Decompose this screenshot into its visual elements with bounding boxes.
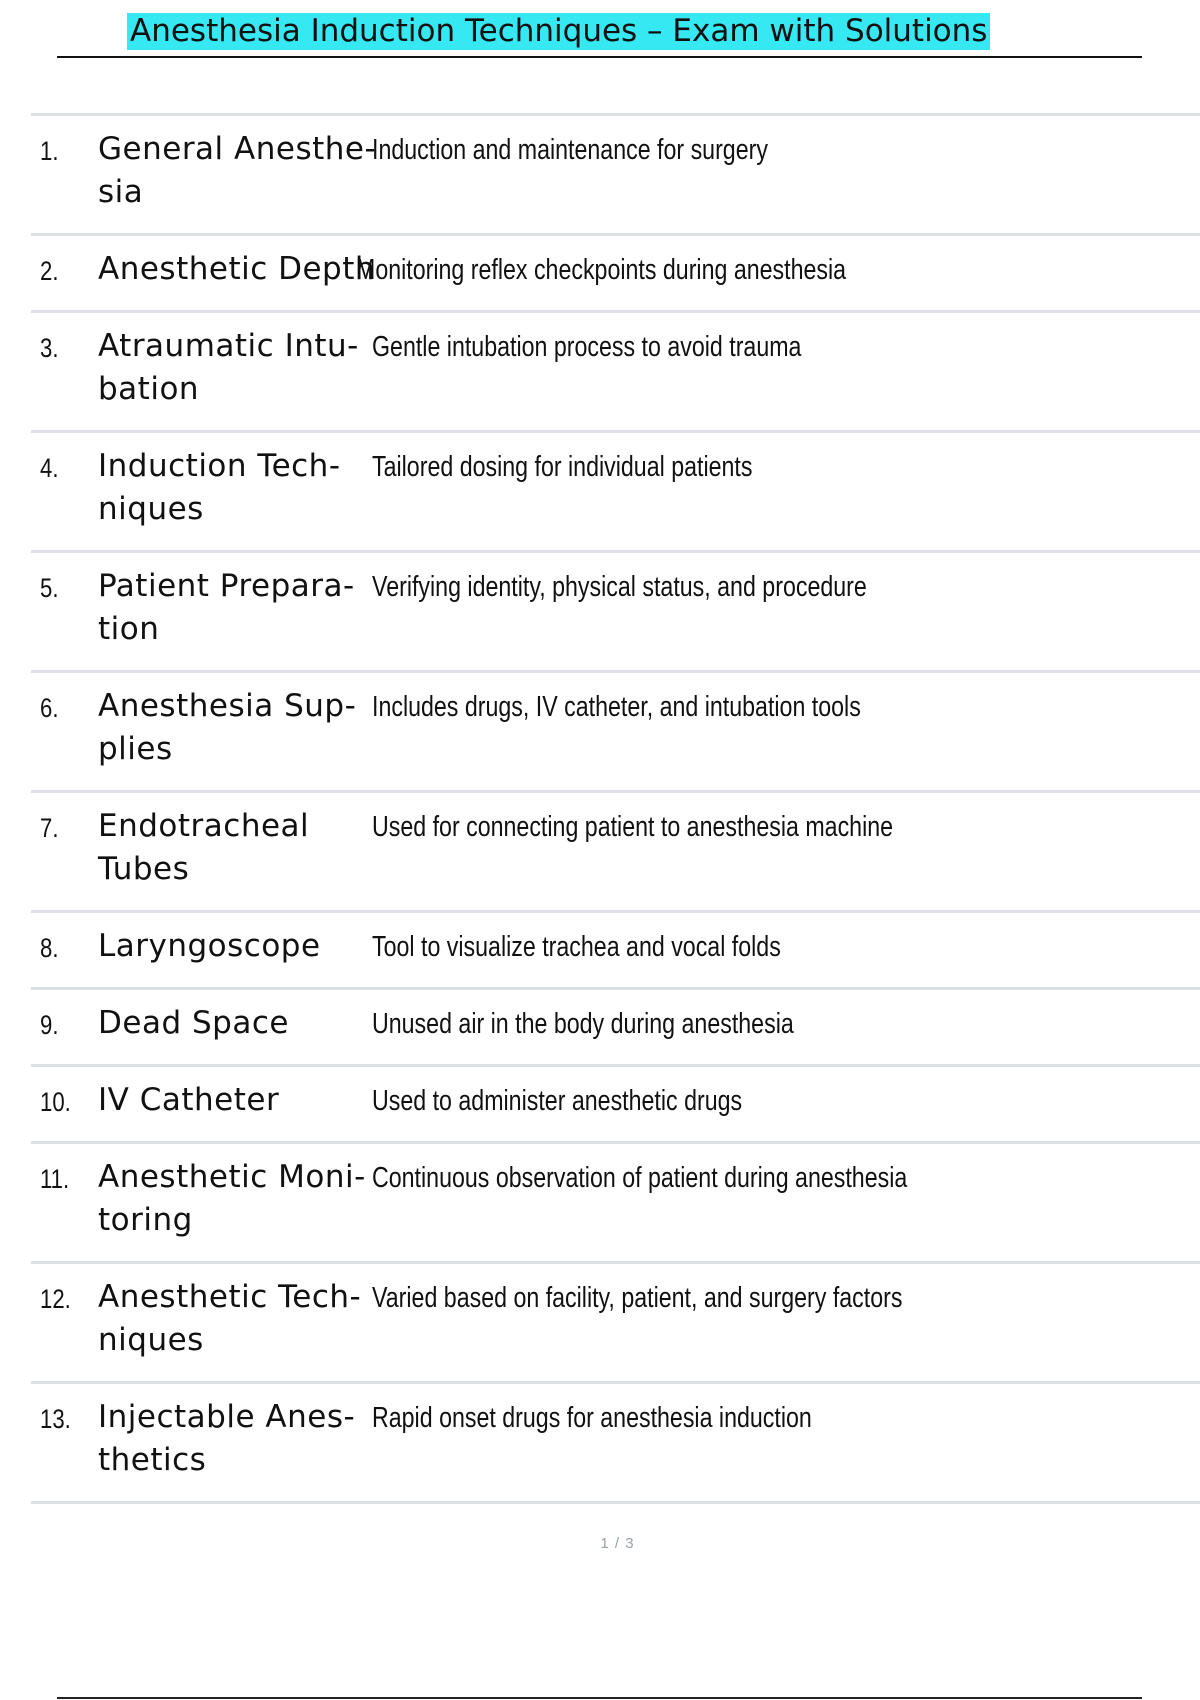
- item-term: Injectable Anes- thetics: [98, 1399, 356, 1478]
- list-item: [31, 433, 1200, 553]
- item-number: 11.: [40, 1164, 70, 1194]
- item-definition: Induction and maintenance for surgery: [372, 134, 768, 166]
- list-item: [31, 913, 1200, 990]
- list-item: [31, 553, 1200, 673]
- item-definition: Includes drugs, IV catheter, and intubation tools: [372, 691, 861, 723]
- item-number: 12.: [40, 1284, 71, 1314]
- item-term: IV Catheter: [98, 1082, 280, 1118]
- item-definition: Continuous observation of patient during anesthesia: [372, 1162, 908, 1194]
- list-item: [31, 313, 1200, 433]
- list-item: [31, 116, 1200, 236]
- list-item: [31, 673, 1200, 793]
- list-item: [31, 990, 1200, 1067]
- item-number: 13.: [40, 1404, 71, 1434]
- footer-divider: [57, 1697, 1142, 1699]
- document-header: [57, 8, 1142, 58]
- item-number: 6.: [40, 693, 59, 723]
- list-item: [31, 1384, 1200, 1504]
- item-definition: Unused air in the body during anesthesia: [372, 1008, 794, 1040]
- item-definition: Monitoring reflex checkpoints during anesthesia: [356, 254, 847, 286]
- list-item: [31, 1144, 1200, 1264]
- term-list: [31, 113, 1200, 1504]
- item-definition: Gentle intubation process to avoid trauma: [372, 331, 802, 363]
- item-definition: Used to administer anesthetic drugs: [372, 1085, 743, 1117]
- item-number: 4.: [40, 453, 59, 483]
- item-number: 5.: [40, 573, 59, 603]
- item-number: 10.: [40, 1087, 71, 1117]
- item-term: Atraumatic Intu- bation: [98, 328, 359, 407]
- item-term: General Anesthe- sia: [98, 131, 377, 210]
- item-definition: Verifying identity, physical status, and procedure: [372, 571, 867, 603]
- item-definition: Varied based on facility, patient, and surgery factors: [372, 1282, 903, 1314]
- item-term: Endotracheal Tubes: [98, 808, 310, 887]
- item-definition: Tailored dosing for individual patients: [372, 451, 753, 483]
- item-term: Induction Tech- niques: [98, 448, 341, 527]
- item-term: Dead Space: [98, 1005, 289, 1041]
- list-item: [31, 1264, 1200, 1384]
- item-number: 1.: [40, 136, 59, 166]
- item-number: 3.: [40, 333, 59, 363]
- document-title: Anesthesia Induction Techniques – Exam with Solutions: [127, 13, 990, 50]
- item-number: 2.: [40, 256, 59, 286]
- item-definition: Rapid onset drugs for anesthesia induction: [372, 1402, 812, 1434]
- item-term: Patient Prepara- tion: [98, 568, 355, 647]
- item-term: Anesthetic Depth: [98, 251, 376, 287]
- item-term: Anesthesia Sup- plies: [98, 688, 357, 767]
- page-indicator: 1 / 3: [600, 1535, 635, 1552]
- item-term: Laryngoscope: [98, 928, 321, 964]
- item-number: 9.: [40, 1010, 59, 1040]
- list-item: [31, 236, 1200, 313]
- item-definition: Used for connecting patient to anesthesia machine: [372, 811, 894, 843]
- item-term: Anesthetic Tech- niques: [98, 1279, 362, 1358]
- list-item: [31, 1067, 1200, 1144]
- item-number: 8.: [40, 933, 59, 963]
- item-number: 7.: [40, 813, 59, 843]
- list-item: [31, 793, 1200, 913]
- item-term: Anesthetic Moni- toring: [98, 1159, 366, 1238]
- item-definition: Tool to visualize trachea and vocal folds: [372, 931, 781, 963]
